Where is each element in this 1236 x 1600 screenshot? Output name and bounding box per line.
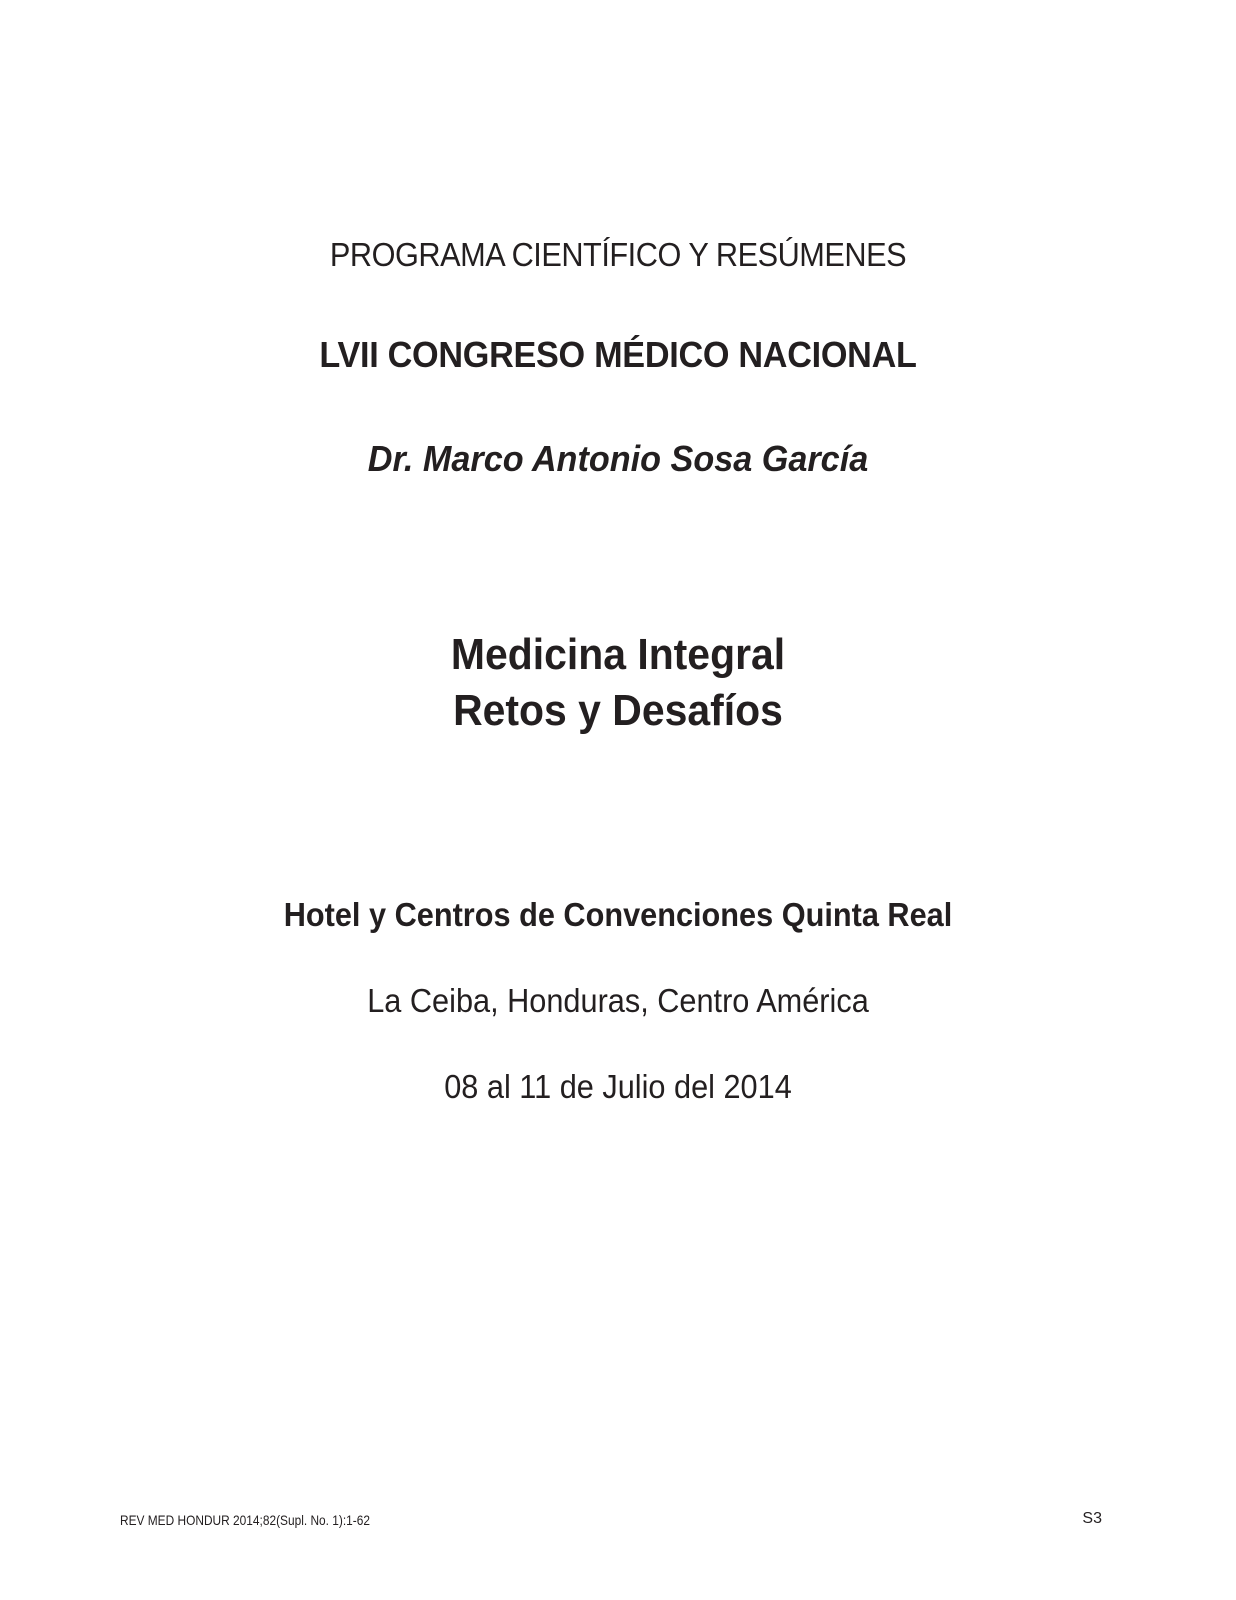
- congress-title: LVII CONGRESO MÉDICO NACIONAL: [319, 334, 917, 375]
- theme-line-2: Retos y Desafíos: [453, 686, 783, 735]
- honoree-name: Dr. Marco Antonio Sosa García: [367, 438, 869, 479]
- location: La Ceiba, Honduras, Centro América: [367, 982, 869, 1019]
- venue: Hotel y Centros de Convenciones Quinta Real: [283, 896, 953, 933]
- footer-citation: REV MED HONDUR 2014;82(Supl. No. 1):1-62: [120, 1512, 370, 1528]
- theme-line-1: Medicina Integral: [450, 630, 786, 679]
- program-heading: PROGRAMA CIENTÍFICO Y RESÚMENES: [329, 236, 907, 273]
- page-number: S3: [1082, 1510, 1102, 1527]
- event-dates: 08 al 11 de Julio del 2014: [444, 1068, 792, 1105]
